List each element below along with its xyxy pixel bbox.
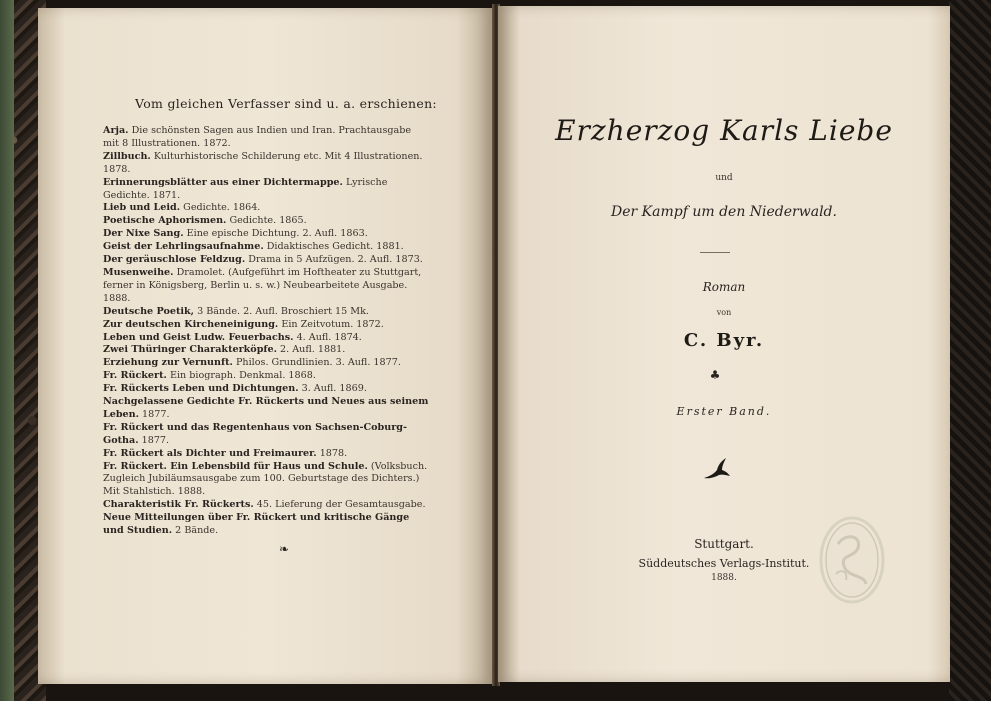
entry-title: Erinnerungsblätter aus einer Dichtermappe.	[103, 176, 343, 188]
entry-title: Zur deutschen Kircheneinigung.	[103, 318, 279, 330]
bibliography-entry	[103, 370, 430, 383]
entry-title: Zwei Thüringer Charakterköpfe.	[103, 344, 277, 356]
volume-label: Erster Band.	[676, 405, 772, 418]
author-name: C. Byr.	[683, 330, 765, 351]
bibliography-entry	[103, 215, 430, 228]
bibliography-entry	[103, 202, 430, 215]
entry-title: Erziehung zur Vernunft.	[103, 357, 233, 369]
bibliography-entry	[103, 344, 430, 357]
genre-label: Roman	[702, 280, 746, 294]
left-page-heading: Vom gleichen Verfasser sind u. a. erschienen:	[135, 96, 437, 111]
bibliography-entry	[103, 461, 430, 500]
entry-description: Gedichte. 1865.	[229, 215, 307, 227]
entry-description: Didaktisches Gedicht. 1881.	[266, 241, 404, 253]
bibliography-entry	[103, 254, 430, 267]
entry-title: Fr. Rückert und das Regentenhaus von Sachsen-Coburg-Gotha.	[103, 421, 407, 446]
bibliography-entry	[103, 383, 430, 396]
bibliography-entry	[103, 267, 430, 306]
entry-title: Fr. Rückert als Dichter und Freimaurer.	[103, 447, 317, 459]
entry-description: 45. Lieferung der Gesamtausgabe.	[256, 499, 426, 511]
entry-description: 1878.	[319, 447, 348, 459]
bibliography-entry	[103, 177, 430, 203]
bibliography-entry	[103, 241, 430, 254]
entry-title: Fr. Rückerts Leben und Dichtungen.	[103, 383, 299, 395]
entry-description: Lyrische Gedichte. 1871.	[103, 176, 388, 201]
entry-title: Zillbuch.	[103, 150, 151, 162]
entry-description: Philos. Grundlinien. 3. Aufl. 1877.	[235, 357, 401, 369]
bibliography-entry	[103, 332, 430, 345]
entry-title: Musenweihe.	[103, 266, 174, 278]
entry-description: Dramolet. (Aufgeführt im Hoftheater zu Stuttgart, ferner in Königsberg, Berlin u. s. w.) Neubearbeitete Ausgabe. 1888.	[103, 266, 422, 304]
bibliography-list	[103, 125, 430, 538]
entry-description: Ein Zeitvotum. 1872.	[281, 318, 384, 330]
bird-emblem-icon	[702, 456, 732, 484]
bibliography-entry	[103, 512, 430, 538]
entry-title: Nachgelassene Gedichte Fr. Rückerts und Neues aus seinem Leben.	[103, 396, 429, 420]
entry-description: Drama in 5 Aufzügen. 2. Aufl. 1873.	[248, 254, 423, 266]
bibliography-entry	[103, 357, 430, 370]
entry-description: 3. Aufl. 1869.	[301, 383, 367, 395]
entry-title: Neue Mitteilungen über Fr. Rückert und kritische Gänge und Studien.	[103, 512, 410, 537]
bibliography-entry	[103, 125, 430, 151]
book-cover-right	[949, 0, 991, 701]
entry-description: 3 Bände. 2. Aufl. Broschiert 15 Mk.	[197, 305, 369, 317]
bibliography-entry	[103, 151, 430, 177]
entry-description: 1877.	[142, 408, 170, 420]
entry-title: Arja.	[103, 125, 129, 136]
entry-title: Deutsche Poetik,	[103, 305, 195, 317]
entry-title: Der geräuschlose Feldzug.	[103, 254, 246, 266]
bibliography-entry	[103, 422, 430, 448]
entry-title: Fr. Rückert.	[103, 370, 167, 382]
conjunction-und: und	[715, 173, 733, 183]
entry-description: Kulturhistorische Schilderung etc. Mit 4 Illustrationen. 1878.	[103, 150, 423, 175]
bibliography-entry	[103, 396, 430, 422]
publication-year: 1888.	[711, 573, 737, 583]
entry-description: 2 Bände.	[175, 525, 219, 537]
entry-description: 1877.	[141, 434, 170, 446]
entry-title: Fr. Rückert. Ein Lebensbild für Haus und Schule.	[103, 460, 368, 472]
entry-title: Geist der Lehrlingsaufnahme.	[103, 241, 264, 253]
entry-title: Der Nixe Sang.	[103, 228, 184, 240]
publisher-city: Stuttgart.	[694, 537, 754, 551]
entry-title: Lieb und Leid.	[103, 202, 181, 214]
bibliography-entry	[103, 448, 430, 461]
bibliography-entry	[103, 499, 430, 512]
entry-description: Ein biograph. Denkmal. 1868.	[169, 370, 316, 382]
bibliography-entry	[103, 306, 430, 319]
cover-spine-band	[0, 0, 14, 701]
fleuron-icon: ❧	[278, 542, 290, 556]
divider-rule	[700, 252, 730, 253]
by-label: von	[716, 308, 732, 317]
entry-description: (Volksbuch. Zugleich Jubiläumsausgabe zum 100. Geburtstage des Dichters.) Mit Stahlstich. 1888.	[103, 460, 428, 498]
entry-title: Charakteristik Fr. Rückerts.	[103, 499, 254, 511]
entry-description: Gedichte. 1864.	[183, 202, 261, 214]
entry-description: Eine epische Dichtung. 2. Aufl. 1863.	[186, 228, 368, 240]
entry-description: 4. Aufl. 1874.	[296, 331, 362, 343]
publisher-name: Süddeutsches Verlags-Institut.	[638, 557, 810, 570]
bibliography-entry	[103, 228, 430, 241]
entry-description: Die schönsten Sagen aus Indien und Iran. Prachtausgabe mit 8 Illustrationen. 1872.	[103, 125, 412, 149]
entry-title: Poetische Aphorismen.	[103, 215, 227, 227]
library-stamp-icon	[818, 514, 886, 606]
book-title: Erzherzog Karls Liebe	[555, 114, 893, 147]
bibliography-entry	[103, 319, 430, 332]
entry-title: Leben und Geist Ludw. Feuerbachs.	[103, 331, 294, 343]
entry-description: 2. Aufl. 1881.	[280, 344, 346, 356]
ornament-icon: ♣	[709, 368, 721, 382]
book-subtitle: Der Kampf um den Niederwald.	[611, 204, 837, 220]
